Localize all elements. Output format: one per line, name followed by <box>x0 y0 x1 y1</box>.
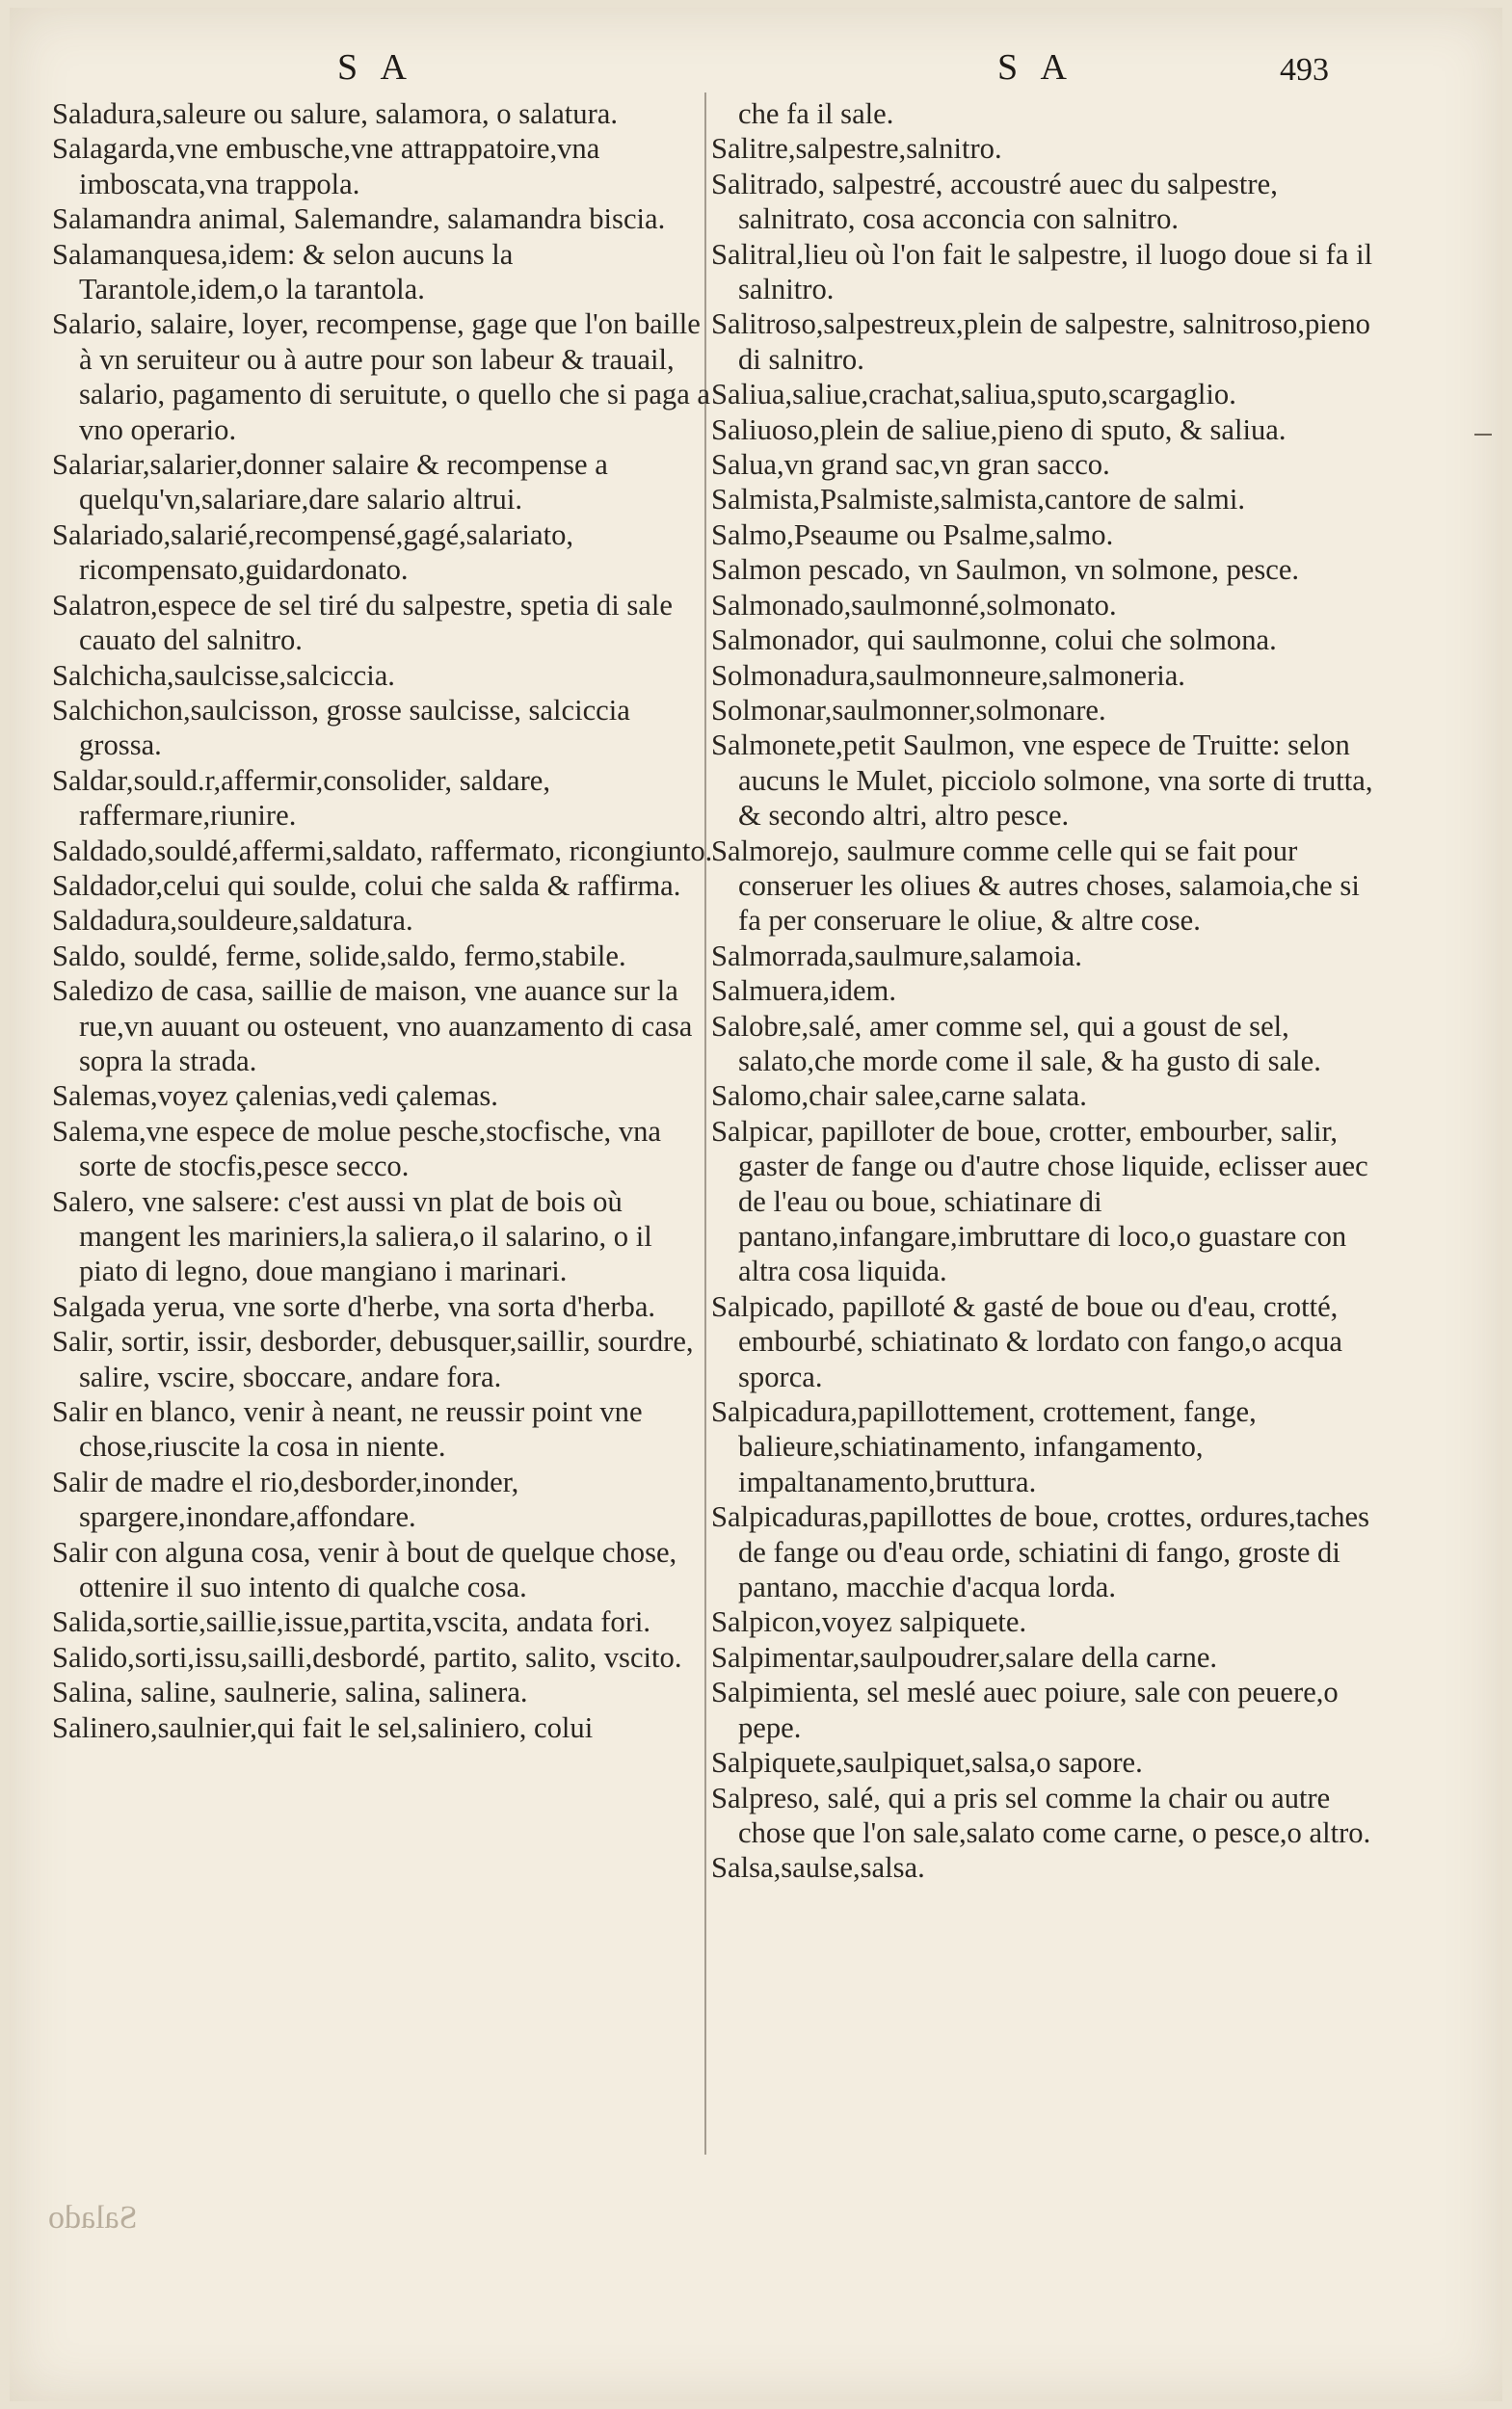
dictionary-entry: Salema,vne espece de molue pesche,stocfische, vna sorte de stocfis,pesce secco. <box>52 1114 662 1183</box>
left-column-header: S A <box>337 47 414 88</box>
dictionary-entry: Salatron,espece de sel tiré du salpestre, spetia di sale cauato del salnitro. <box>52 588 673 657</box>
dictionary-entry: Salir, sortir, issir, desborder, debusquer,saillir, sourdre, salire, vscire, sboccare, andare fora. <box>52 1325 694 1393</box>
dictionary-entry: Saldador,celui qui soulde, colui che salda & raffirma. <box>52 868 681 902</box>
dictionary-entry: Salitroso,salpestreux,plein de salpestre, salnitroso,pieno di salnitro. <box>711 307 1370 376</box>
dictionary-entry: Salchicha,saulcisse,salciccia. <box>52 658 395 692</box>
dictionary-entry: Salmuera,idem. <box>711 974 897 1008</box>
dictionary-entry: Salchichon,saulcisson, grosse saulcisse, salciccia grossa. <box>52 693 630 762</box>
dictionary-entry: Salir en blanco, venir à neant, ne reussir point vne chose,riuscite la cosa in niente. <box>52 1395 643 1464</box>
dictionary-entry: Saldado,souldé,affermi,saldato, raffermato, ricongiunto. <box>52 834 713 867</box>
dictionary-entry: Salmonador, qui saulmonne, colui che solmona. <box>711 623 1277 657</box>
left-column <box>52 96 717 1745</box>
dictionary-entry: Salmorejo, saulmure comme celle qui se fait pour conseruer les oliues & autres choses, salamoia,che si fa per conseruare le oliue, & altre cose. <box>711 834 1360 938</box>
dictionary-entry: Salariado,salarié,recompensé,gagé,salariato, ricompensato,guidardonato. <box>52 517 574 587</box>
dictionary-entry: Saladura,saleure ou salure, salamora, o salatura. <box>52 97 618 130</box>
dictionary-entry: Salomo,chair salee,carne salata. <box>711 1079 1087 1113</box>
dictionary-entry: Salitral,lieu où l'on fait le salpestre, il luogo doue si fa il salnitro. <box>711 237 1373 306</box>
dictionary-entry: Salida,sortie,saillie,issue,partita,vscita, andata fori. <box>52 1605 651 1639</box>
dictionary-entry: Salmorrada,saulmure,salamoia. <box>711 939 1082 972</box>
dictionary-entry: Salmonete,petit Saulmon, vne espece de Truitte: selon aucuns le Mulet, picciolo solmone, vna sorte di trutta, & secondo altri, altro pesce. <box>711 728 1373 833</box>
dictionary-entry: Salina, saline, saulnerie, salina, salinera. <box>52 1676 528 1709</box>
dictionary-entry: Salmon pescado, vn Saulmon, vn solmone, pesce. <box>711 553 1300 587</box>
dictionary-entry: Salpicon,voyez salpiquete. <box>711 1605 1027 1639</box>
dictionary-entry: Salir de madre el rio,desborder,inonder, spargere,inondare,affondare. <box>52 1465 519 1534</box>
dictionary-entry: Salagarda,vne embusche,vne attrappatoire,vna imboscata,vna trappola. <box>52 132 600 200</box>
dictionary-entry: Saldo, souldé, ferme, solide,saldo, fermo,stabile. <box>52 939 626 972</box>
right-column-header: S A <box>997 47 1074 88</box>
dictionary-entry: Saldadura,souldeure,saldatura. <box>52 904 413 938</box>
dictionary-entry: Saliuoso,plein de saliue,pieno di sputo, & saliua. <box>711 412 1287 446</box>
dictionary-entry: Salemas,voyez çalenias,vedi çalemas. <box>52 1079 498 1113</box>
dictionary-entry: Saldar,sould.r,affermir,consolider, saldare, raffermare,riunire. <box>52 763 551 833</box>
dictionary-entry: Salua,vn grand sac,vn gran sacco. <box>711 448 1110 482</box>
right-column <box>711 96 1386 1886</box>
dictionary-entry: Saledizo de casa, saillie de maison, vne auance sur la rue,vn auuant ou osteuent, vno auanzamento di casa sopra la strada. <box>52 974 693 1077</box>
page-number: 493 <box>1280 52 1329 88</box>
dictionary-entry: Salpimentar,saulpoudrer,salare della carne. <box>711 1640 1218 1674</box>
dictionary-entry: Salobre,salé, amer comme sel, qui a goust de sel, salato,che morde come il sale, & ha gusto di sale. <box>711 1009 1321 1077</box>
dictionary-entry: Salpimienta, sel meslé auec poiure, sale con peuere,o pepe. <box>711 1676 1339 1744</box>
dictionary-entry: Salsa,saulse,salsa. <box>711 1851 925 1885</box>
dictionary-entry: Salario, salaire, loyer, recompense, gage que l'on baille à vn seruiteur ou à autre pour son labeur & trauail, salario, pagamento di seruitute, o quello che si paga a vno operario. <box>52 307 711 446</box>
dictionary-entry: Salgada yerua, vne sorte d'herbe, vna sorta d'herba. <box>52 1289 656 1323</box>
dictionary-entry: Salamandra animal, Salemandre, salamandra biscia. <box>52 202 666 236</box>
dictionary-entry: Saliua,saliue,crachat,saliua,sputo,scargaglio. <box>711 378 1236 411</box>
dictionary-entry: Salpreso, salé, qui a pris sel comme la chair ou autre chose que l'on sale,salato come carne, o pesce,o altro. <box>711 1781 1371 1849</box>
dictionary-entry: che fa il sale. <box>738 97 894 130</box>
book-page <box>10 8 1502 2401</box>
dictionary-entry: Salpiquete,saulpiquet,salsa,o sapore. <box>711 1746 1143 1780</box>
dictionary-entry: Solmonar,saulmonner,solmonare. <box>711 693 1106 727</box>
dictionary-entry: Salpicadura,papillottement, crottement, fange, balieure,schiatinamento, infangamento, impaltanamento,bruttura. <box>711 1395 1257 1498</box>
dictionary-entry: Salpicar, papilloter de boue, crotter, embourber, salir, gaster de fange ou d'autre chose liquide, eclisser auec de l'eau ou boue, schiatinare di pantano,infangare,imbruttare di loco,o guastare con altra cosa liquida. <box>711 1114 1368 1288</box>
dictionary-entry: Salido,sorti,issu,sailli,desbordé, partito, salito, vscito. <box>52 1640 682 1674</box>
dictionary-entry: Salmista,Psalmiste,salmista,cantore de salmi. <box>711 483 1245 516</box>
dictionary-entry: Salir con alguna cosa, venir à bout de quelque chose, ottenire il suo intento di qualche cosa. <box>52 1535 677 1604</box>
dictionary-entry: Salitre,salpestre,salnitro. <box>711 132 1002 166</box>
dictionary-entry: Salamanquesa,idem: & selon aucuns la Tarantole,idem,o la tarantola. <box>52 237 514 306</box>
dictionary-entry: Solmonadura,saulmonneure,salmoneria. <box>711 658 1185 692</box>
dictionary-entry: Salero, vne salsere: c'est aussi vn plat de bois où mangent les mariniers,la saliera,o il salarino, o il piato di legno, doue mangiano i marinari. <box>52 1184 652 1288</box>
bleed-through-text: Salado <box>48 2200 138 2236</box>
dictionary-entry: Salpicaduras,papillottes de boue, crottes, ordures,taches de fange ou d'eau orde, schiatini di fango, groste di pantano, macchie d'acqua lorda. <box>711 1500 1370 1604</box>
dictionary-entry: Salmonado,saulmonné,solmonato. <box>711 588 1117 622</box>
dictionary-entry: Salinero,saulnier,qui fait le sel,saliniero, colui <box>52 1710 594 1744</box>
dictionary-entry: Salmo,Pseaume ou Psalme,salmo. <box>711 517 1114 551</box>
dictionary-entry: Salitrado, salpestré, accoustré auec du salpestre, salnitrato, cosa acconcia con salnitro. <box>711 167 1278 236</box>
margin-mark <box>1474 434 1492 436</box>
dictionary-entry: Salariar,salarier,donner salaire & recompense a quelqu'vn,salariare,dare salario altrui. <box>52 448 608 516</box>
dictionary-entry: Salpicado, papilloté & gasté de boue ou d'eau, crotté, embourbé, schiatinato & lordato con fango,o acqua sporca. <box>711 1289 1342 1393</box>
